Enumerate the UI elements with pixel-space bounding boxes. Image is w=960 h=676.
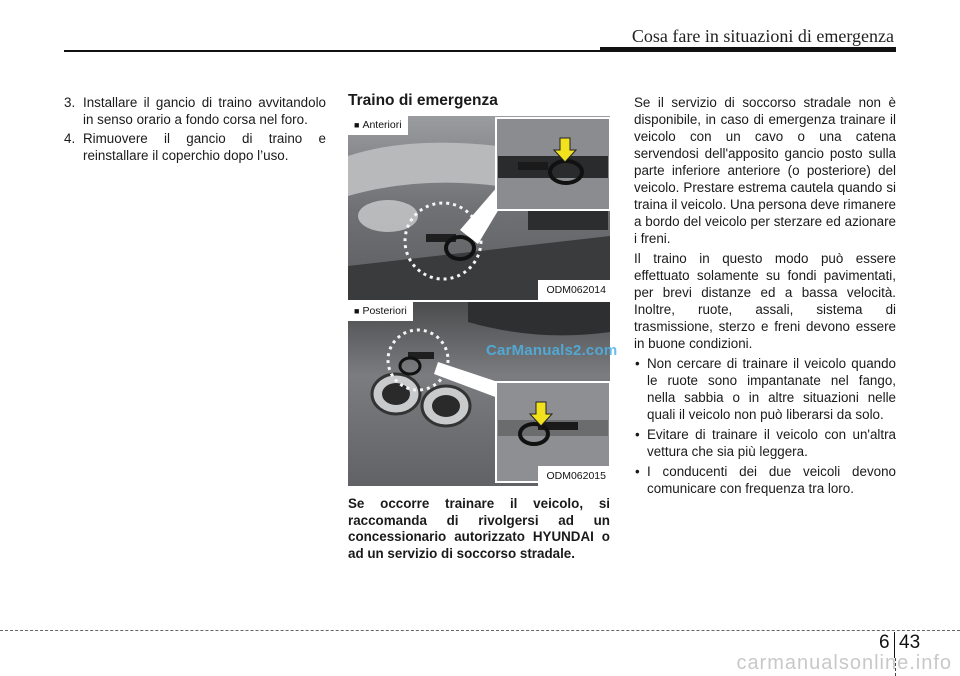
- figure-label-text: Anteriori: [362, 119, 402, 131]
- list-item: • Non cercare di trainare il veicolo quando le ruote sono impantanate nel fango, nella sabbia o in altre situazioni nelle quali il veicolo non può liberarsi da solo.: [635, 356, 896, 422]
- page-header-title: Cosa fare in situazioni di emergenza: [631, 26, 894, 46]
- chapter-number: 6: [879, 632, 890, 653]
- list-item: • I conducenti dei due veicoli devono comunicare con frequenza tra loro.: [635, 464, 896, 496]
- watermark: CarManuals2.com: [486, 342, 618, 359]
- paragraph-towing-intro: Se il servizio di soccorso stradale non è disponibile, in caso di emergenza trainare il veicolo con un cavo o una catena servendosi dell'apposito gancio posto sulla parte inferiore anteriore (o posteriore) del veicolo. Prestare estrema cautela quando si traina il veicolo. Una persona deve rimanere a bordo del veicolo per sterzare ed azionare i freni.: [634, 95, 897, 246]
- page-number: 43: [899, 632, 921, 653]
- figure-label-rear: ■ Posteriori: [348, 302, 413, 321]
- footer-rule: [0, 630, 960, 631]
- step-number: 4.: [64, 131, 76, 146]
- step-number: 3.: [64, 95, 76, 110]
- list-item-text: Evitare di trainare il veicolo con un'altra vettura che sia più leggera.: [647, 427, 896, 459]
- step-text: Installare il gancio di traino avvitandolo in senso orario a fondo corsa nel foro.: [83, 95, 326, 127]
- list-item: • Evitare di trainare il veicolo con un'altra vettura che sia più leggera.: [635, 427, 896, 459]
- list-item-text: Non cercare di trainare il veicolo quando le ruote sono impantanate nel fango, nella sabbia o in altre situazioni nelle quali il veicolo non può liberarsi da solo.: [647, 356, 896, 422]
- list-item-text: I conducenti dei due veicoli devono comunicare con frequenza tra loro.: [647, 464, 896, 496]
- figure-code-front: ODM062014: [538, 280, 610, 300]
- header-rule-thick: [600, 47, 896, 52]
- figure-label-text: Posteriori: [362, 305, 407, 317]
- site-footer-watermark: carmanualsonline.info: [736, 652, 952, 674]
- section-title: Traino di emergenza: [348, 92, 498, 109]
- column-description: [634, 94, 896, 500]
- rear-bumper-illustration: [348, 302, 610, 486]
- front-bumper-illustration: [348, 116, 610, 300]
- column-instructions: [64, 94, 326, 166]
- figure-front-towing-hook: [348, 116, 610, 300]
- paragraph-towing-conditions: Il traino in questo modo può essere effettuato solamente su fondi pavimentati, per brevi distanze ed a bassa velocità. Inoltre, ruote, assali, sistema di trasmissione, sterzo e freni devono essere in buone condizioni.: [634, 251, 896, 351]
- figure-label-front: ■ Anteriori: [348, 116, 408, 135]
- step-text: Rimuovere il gancio di traino e reinstallare il coperchio dopo l’uso.: [83, 131, 326, 163]
- figure-rear-towing-hook: [348, 302, 610, 486]
- bullet-list: [634, 355, 896, 497]
- figure-code-rear: ODM062015: [538, 466, 610, 486]
- dealer-warning: Se occorre trainare il veicolo, si raccomanda di rivolgersi ad un concessionario autorizzato HYUNDAI o ad un servizio di soccorso stradale.: [348, 496, 610, 561]
- header-rule: [64, 50, 600, 52]
- column-towing: [348, 92, 610, 562]
- step-3: [64, 94, 326, 128]
- step-4: [64, 130, 326, 164]
